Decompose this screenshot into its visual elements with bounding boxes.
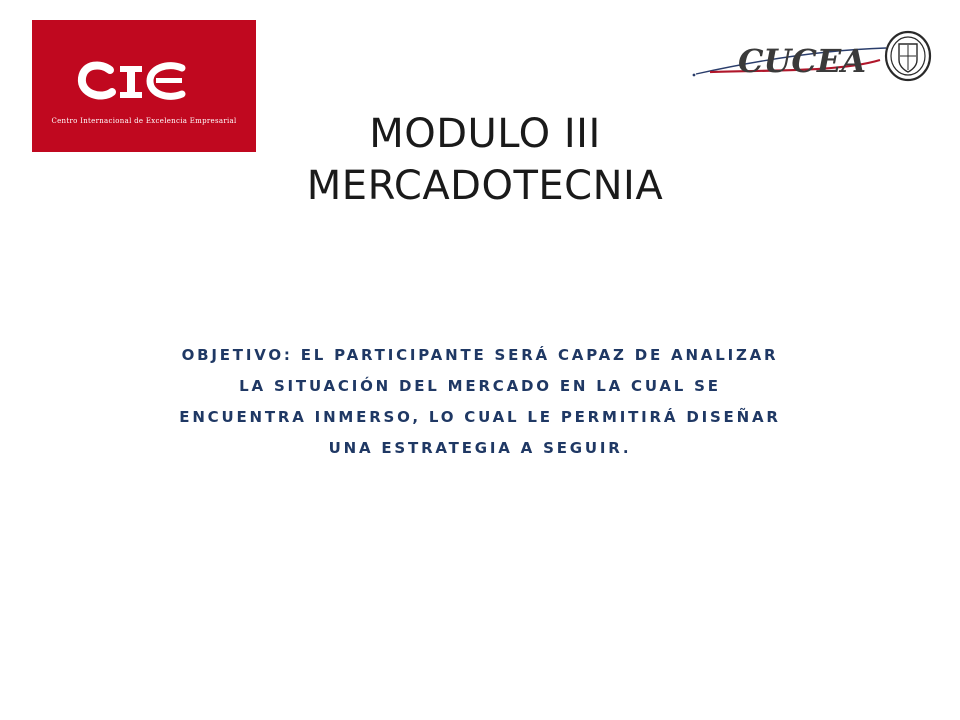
cucea-logo-graphic: [690, 28, 940, 86]
page-title: [180, 108, 790, 212]
objective-line-1: OBJETIVO: EL PARTICIPANTE SERÁ CAPAZ DE ANALIZAR: [181, 346, 779, 364]
objective-line-2: LA SITUACIÓN DEL MERCADO EN LA CUAL SE: [239, 377, 721, 395]
objective-text: [130, 340, 830, 464]
title-line-2: MERCADOTECNIA: [306, 163, 664, 209]
cucea-logo: [690, 28, 940, 86]
objective-line-3: ENCUENTRA INMERSO, LO CUAL LE PERMITIRÁ DISEÑAR: [179, 408, 781, 426]
objective-line-4: UNA ESTRATEGIA A SEGUIR.: [328, 439, 632, 457]
cie-logo-name: Centro Internacional de Excelencia Empresarial: [51, 117, 237, 125]
title-line-1: MODULO III: [369, 111, 601, 157]
cucea-wordmark: CUCEA: [738, 42, 867, 80]
